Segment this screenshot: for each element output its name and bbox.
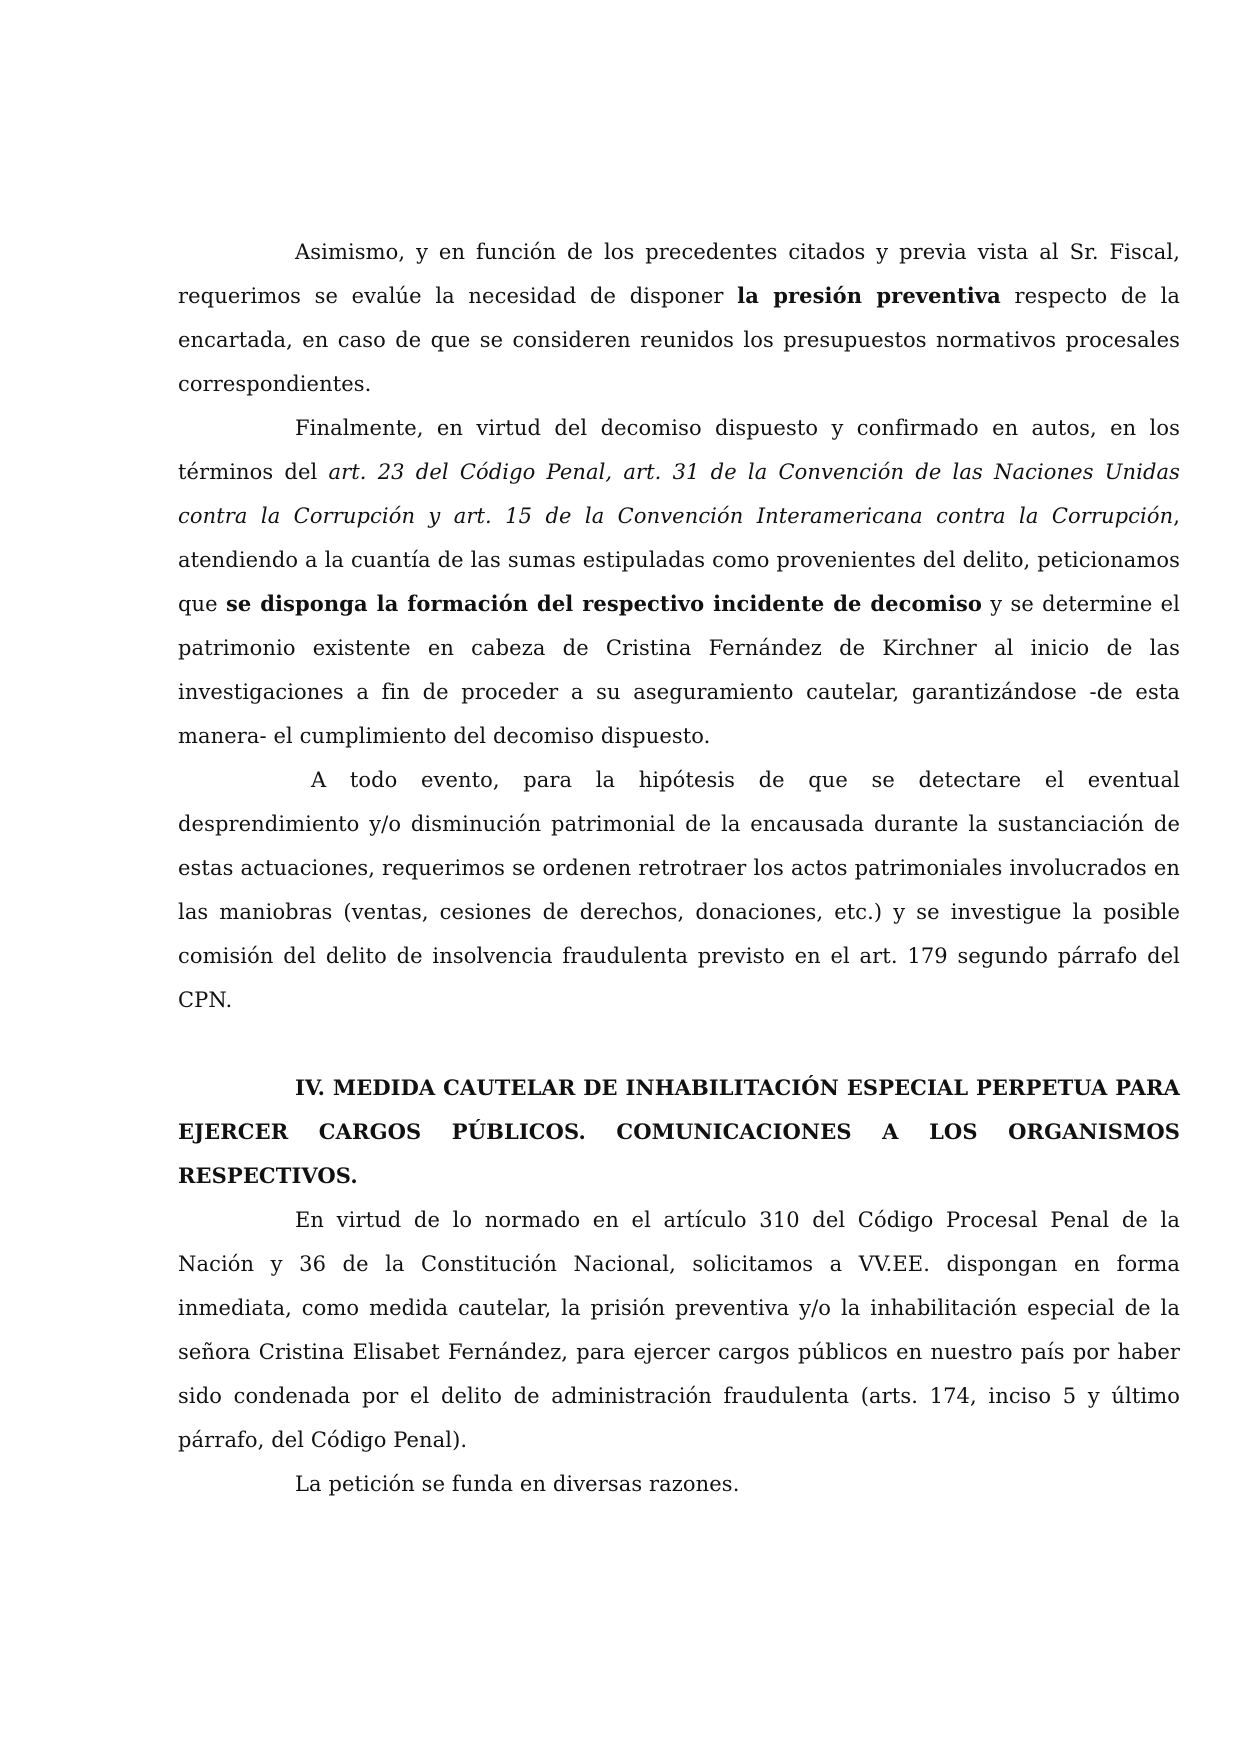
paragraph-text: Asimismo, y en función de los precedentes citados y previa vista al Sr. Fiscal, requerimos se evalúe la necesidad de disponer xyxy=(178,240,1180,308)
paragraph-prision-preventiva xyxy=(178,230,1180,406)
paragraph-text: respecto de la encartada, en caso de que se consideren reunidos los presupuestos normativos procesales correspondientes. xyxy=(178,284,1181,396)
paragraph-text: Finalmente, en virtud del decomiso dispuesto y confirmado en autos, en los términos del xyxy=(178,416,1180,484)
paragraph-inhabilitacion: En virtud de lo normado en el artículo 310 del Código Procesal Penal de la Nación y 36 de la Constitución Nacional, solicitamos a VV.EE. dispongan en forma inmediata, como medida cautelar, la prisión preventiva y/o la inhabilitación especial de la señora Cristina Elisabet Fernández, para ejercer cargos públicos en nuestro país por haber sido condenada por el delito de administración fraudulenta (arts. 174, inciso 5 y último párrafo, del Código Penal). xyxy=(178,1208,1180,1452)
bold-emphasis: se disponga la formación del respectivo incidente de decomiso xyxy=(225,591,983,616)
document-page xyxy=(178,230,1180,1506)
paragraph-text: y se determine el patrimonio existente en cabeza de Cristina Fernández de Kirchner al inicio de las investigaciones a fin de proceder a su aseguramiento cautelar, garantizándose -de esta manera- el cumplimiento del decomiso dispuesto. xyxy=(178,592,1180,748)
paragraph-text: , atendiendo a la cuantía de las sumas estipuladas como provenientes del delito, peticionamos que xyxy=(178,504,1180,616)
bold-emphasis: la presión preventiva xyxy=(737,283,1001,308)
italic-citation: art. 23 del Código Penal, art. 31 de la Convención de las Naciones Unidas contra la Corrupción y art. 15 de la Convención Interamericana contra la Corrupción xyxy=(178,460,1181,528)
paragraph-decomiso xyxy=(178,406,1180,758)
paragraph-todo-evento: A todo evento, para la hipótesis de que se detectare el eventual desprendimiento y/o disminución patrimonial de la encausada durante la sustanciación de estas actuaciones, requerimos se ordenen retrotraer los actos patrimoniales involucrados en las maniobras (ventas, cesiones de derechos, donaciones, etc.) y se investigue la posible comisión del delito de insolvencia fraudulenta previsto en el art. 179 segundo párrafo del CPN. xyxy=(178,768,1180,1012)
paragraph-razones: La petición se funda en diversas razones. xyxy=(295,1472,740,1496)
section-heading: IV. MEDIDA CAUTELAR DE INHABILITACIÓN ESPECIAL PERPETUA PARA EJERCER CARGOS PÚBLICOS. COMUNICACIONES A LOS ORGANISMOS RESPECTIVOS. xyxy=(178,1075,1180,1188)
spacer xyxy=(178,1022,1180,1066)
